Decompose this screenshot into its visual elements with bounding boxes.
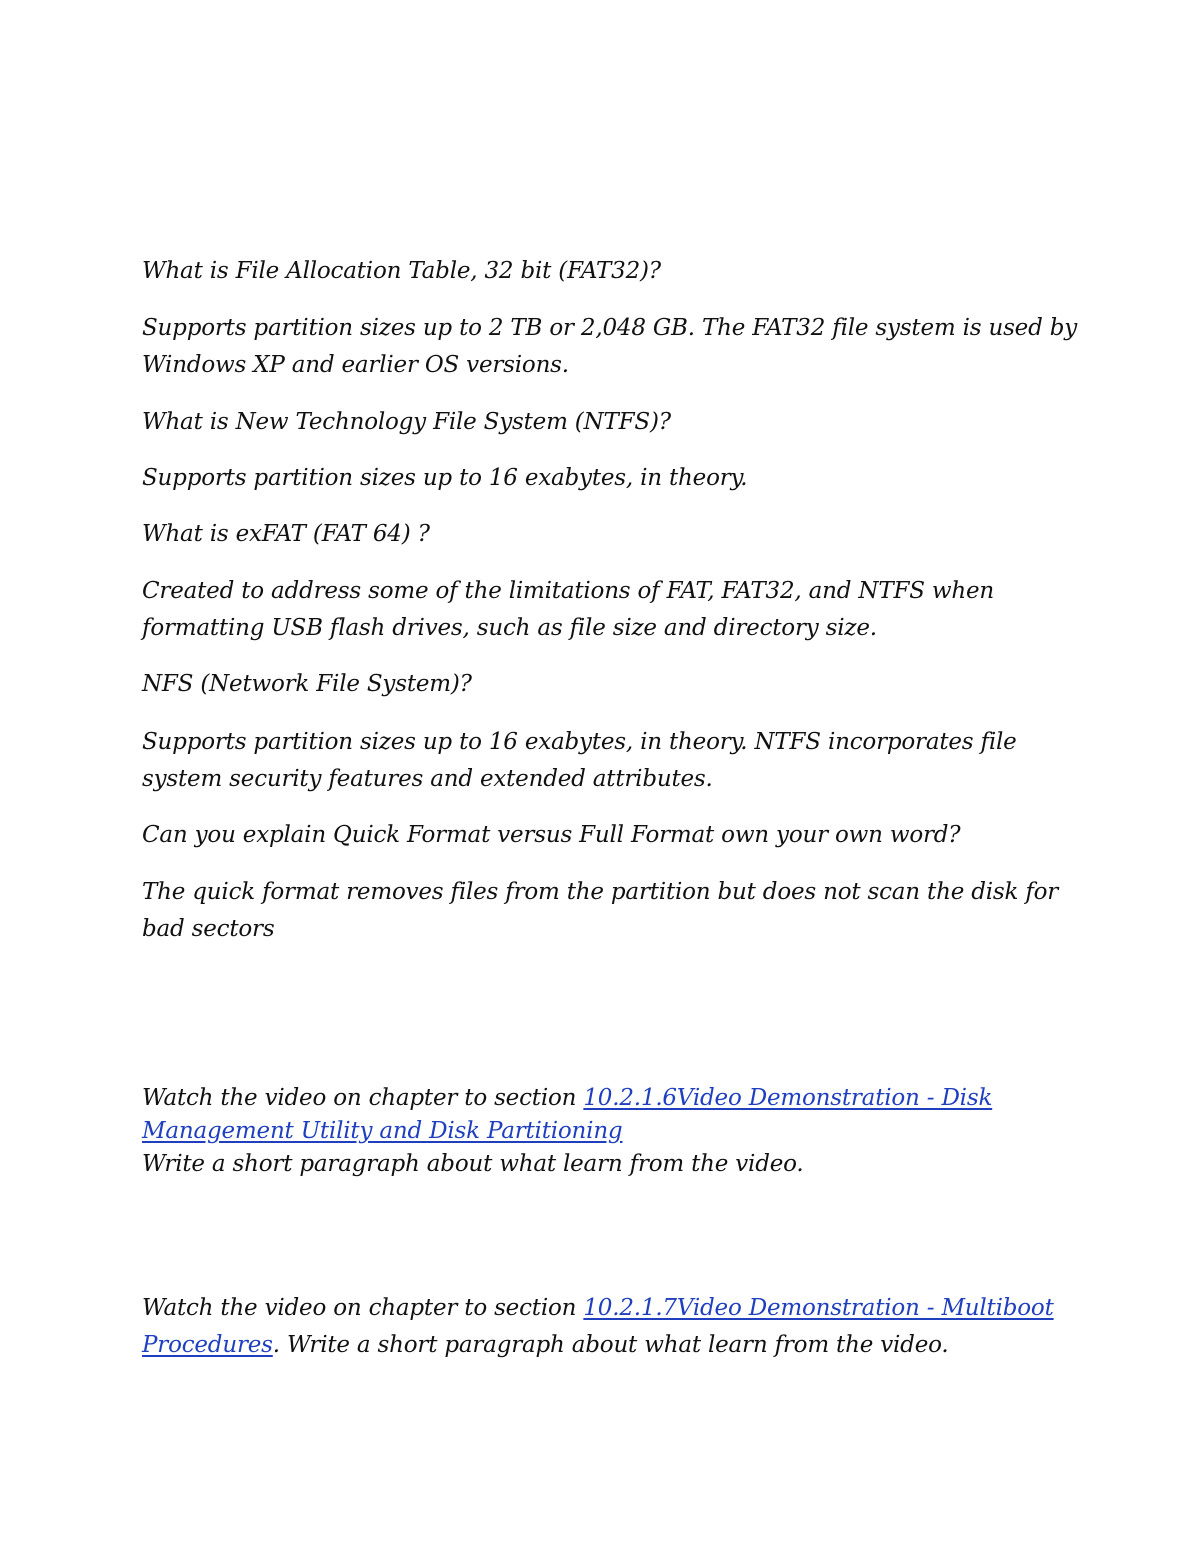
task1-line-1 — [142, 1082, 1062, 1114]
answer-nfs-line-2: system security features and extended attributes. — [142, 766, 713, 792]
answer-fat32-line-1: Supports partition sizes up to 2 TB or 2,048 GB. The FAT32 file system is used by — [142, 315, 1078, 341]
question-ntfs: What is New Technology File System (NTFS)? — [142, 409, 671, 435]
task1-video-link-part-1[interactable]: 10.2.1.6Video Demonstration - Disk — [583, 1085, 993, 1111]
task2-line-1 — [142, 1290, 1062, 1327]
answer-fat32-line-2: Windows XP and earlier OS versions. — [142, 352, 569, 378]
question-nfs: NFS (Network File System)? — [142, 671, 472, 697]
task2-line-2 — [142, 1327, 1062, 1364]
answer-format-line-2: bad sectors — [142, 916, 275, 942]
task1-line-2 — [142, 1115, 1062, 1147]
task1-prefix: Watch the video on chapter to section — [142, 1085, 584, 1111]
answer-exfat-line-1: Created to address some of the limitations of FAT, FAT32, and NTFS when — [142, 578, 995, 604]
task1-instruction: Write a short paragraph about what learn from the video. — [142, 1151, 804, 1177]
answer-exfat-line-2: formatting USB flash drives, such as file size and directory size. — [142, 615, 877, 641]
task1-video-link-part-2[interactable]: Management Utility and Disk Partitioning — [142, 1118, 623, 1144]
question-format: Can you explain Quick Format versus Full Format own your own word? — [142, 822, 961, 848]
answer-ntfs: Supports partition sizes up to 16 exabytes, in theory. — [142, 465, 748, 491]
task2-prefix: Watch the video on chapter to section — [142, 1295, 584, 1321]
task2-video-link-part-2[interactable]: Procedures — [142, 1332, 273, 1358]
task2-suffix: . Write a short paragraph about what learn from the video. — [272, 1332, 949, 1358]
task2-video-link-part-1[interactable]: 10.2.1.7Video Demonstration - Multiboot — [583, 1295, 1054, 1321]
answer-format-line-1: The quick format removes files from the partition but does not scan the disk for — [142, 879, 1059, 905]
question-exfat: What is exFAT (FAT 64) ? — [142, 521, 430, 547]
answer-nfs-line-1: Supports partition sizes up to 16 exabytes, in theory. NTFS incorporates file — [142, 729, 1017, 755]
question-fat32: What is File Allocation Table, 32 bit (FAT32)? — [142, 258, 661, 284]
